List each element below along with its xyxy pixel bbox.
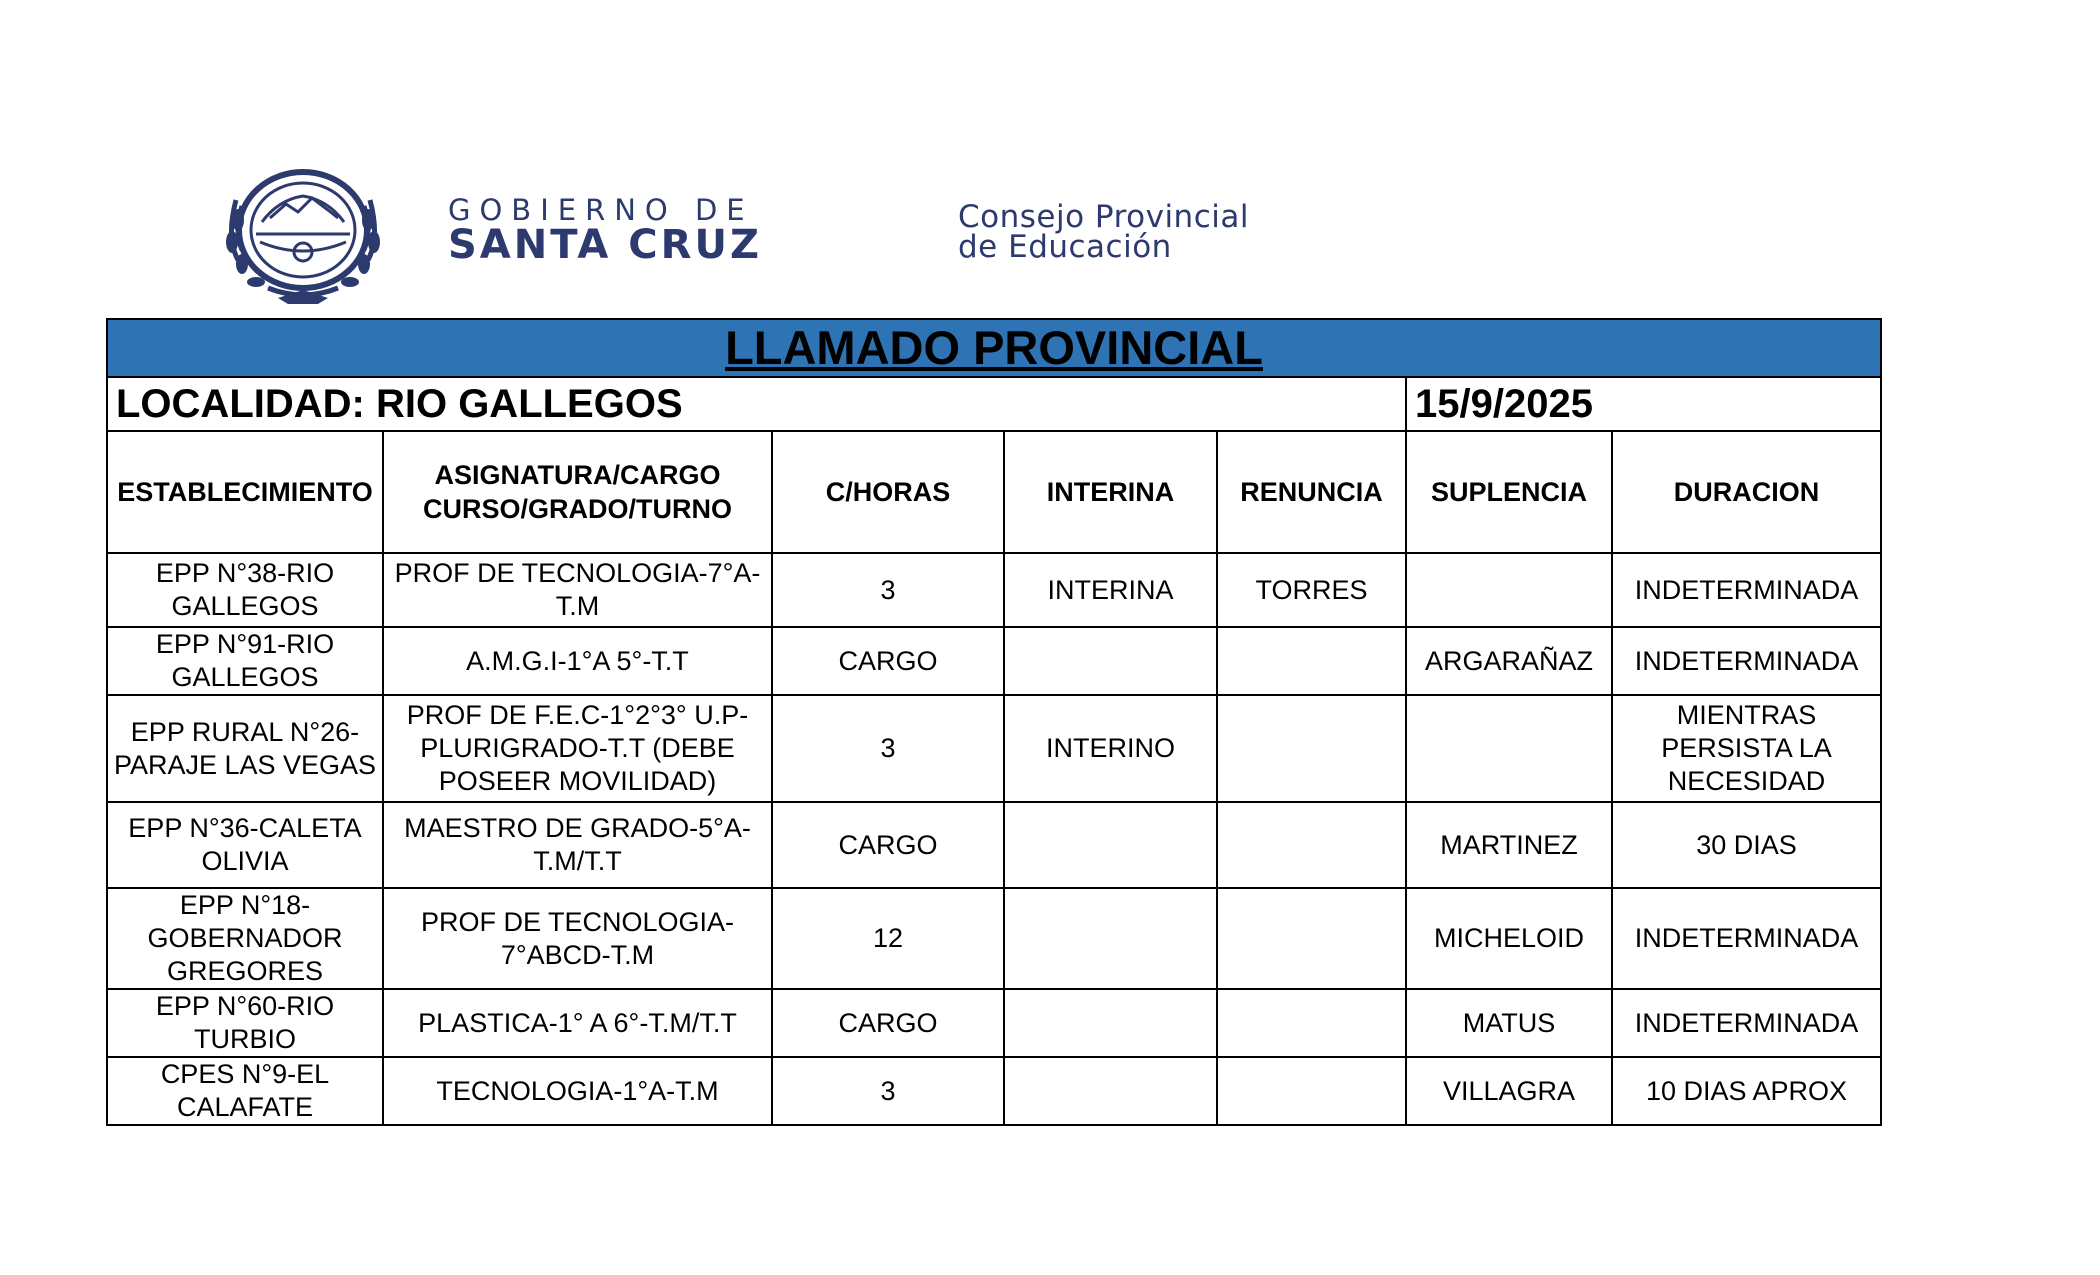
cell-establecimiento: EPP N°18-GOBERNADOR GREGORES [107,888,383,989]
cell-duracion: MIENTRAS PERSISTA LA NECESIDAD [1612,695,1881,802]
cell-suplencia [1406,695,1612,802]
table-row [107,627,1881,695]
cell-interina [1004,888,1217,989]
table-row [107,695,1881,802]
cell-duracion: INDETERMINADA [1612,989,1881,1057]
cell-duracion: 30 DIAS [1612,802,1881,888]
cell-horas: 3 [772,695,1004,802]
cell-duracion: INDETERMINADA [1612,553,1881,627]
col-header-establecimiento: ESTABLECIMIENTO [107,431,383,553]
cell-interina: INTERINO [1004,695,1217,802]
cell-renuncia [1217,627,1406,695]
cell-interina [1004,989,1217,1057]
cell-renuncia [1217,888,1406,989]
cell-renuncia: TORRES [1217,553,1406,627]
cell-horas: 12 [772,888,1004,989]
table-row [107,553,1881,627]
consejo-text-line1: Consejo Provincial [958,199,1249,235]
consejo-text-line2: de Educación [958,229,1172,265]
cell-horas: 3 [772,553,1004,627]
cell-suplencia: MARTINEZ [1406,802,1612,888]
table-row [107,802,1881,888]
cell-interina [1004,627,1217,695]
cell-asignatura: PROF DE TECNOLOGIA-7°A-T.M [383,553,772,627]
table-title-text: LLAMADO PROVINCIAL [725,321,1263,374]
cell-interina [1004,802,1217,888]
cell-establecimiento: EPP N°91-RIO GALLEGOS [107,627,383,695]
cell-asignatura: PLASTICA-1° A 6°-T.M/T.T [383,989,772,1057]
cell-interina [1004,1057,1217,1125]
consejo-provincial-logo [958,199,1249,265]
cell-establecimiento: EPP N°60-RIO TURBIO [107,989,383,1057]
cell-establecimiento: EPP N°38-RIO GALLEGOS [107,553,383,627]
cell-duracion: 10 DIAS APROX [1612,1057,1881,1125]
col-header-renuncia: RENUNCIA [1217,431,1406,553]
date-label: 15/9/2025 [1406,377,1881,431]
cell-establecimiento: CPES N°9-EL CALAFATE [107,1057,383,1125]
cell-horas: CARGO [772,989,1004,1057]
col-header-asignatura-line1: ASIGNATURA/CARGO [434,460,721,490]
cell-duracion: INDETERMINADA [1612,888,1881,989]
cell-asignatura: PROF DE TECNOLOGIA-7°ABCD-T.M [383,888,772,989]
gobierno-santa-cruz-logo [448,193,762,268]
table-title [107,319,1881,377]
cell-horas: 3 [772,1057,1004,1125]
cell-renuncia [1217,989,1406,1057]
cell-suplencia: MATUS [1406,989,1612,1057]
cell-suplencia: MICHELOID [1406,888,1612,989]
cell-renuncia [1217,802,1406,888]
localidad-label: LOCALIDAD: RIO GALLEGOS [107,377,1406,431]
cell-horas: CARGO [772,627,1004,695]
table-row [107,1057,1881,1125]
santa-cruz-seal-icon [208,160,398,305]
cell-interina: INTERINA [1004,553,1217,627]
logo-text-line1: GOBIERNO DE [448,193,754,227]
cell-suplencia [1406,553,1612,627]
table-row [107,989,1881,1057]
col-header-horas: C/HORAS [772,431,1004,553]
cell-asignatura: MAESTRO DE GRADO-5°A-T.M/T.T [383,802,772,888]
col-header-asignatura-line2: CURSO/GRADO/TURNO [423,494,732,524]
col-header-suplencia: SUPLENCIA [1406,431,1612,553]
logo-text-line2: SANTA CRUZ [448,222,762,268]
cell-establecimiento: EPP N°36-CALETA OLIVIA [107,802,383,888]
col-header-interina: INTERINA [1004,431,1217,553]
cell-duracion: INDETERMINADA [1612,627,1881,695]
cell-suplencia: ARGARAÑAZ [1406,627,1612,695]
header-logos [208,160,1408,305]
col-header-asignatura [383,431,772,553]
cell-horas: CARGO [772,802,1004,888]
cell-asignatura: A.M.G.I-1°A 5°-T.T [383,627,772,695]
col-header-duracion: DURACION [1612,431,1881,553]
llamado-table [106,318,1882,1126]
table-row [107,888,1881,989]
cell-suplencia: VILLAGRA [1406,1057,1612,1125]
cell-establecimiento: EPP RURAL N°26-PARAJE LAS VEGAS [107,695,383,802]
cell-renuncia [1217,695,1406,802]
cell-renuncia [1217,1057,1406,1125]
cell-asignatura: TECNOLOGIA-1°A-T.M [383,1057,772,1125]
cell-asignatura: PROF DE F.E.C-1°2°3° U.P-PLURIGRADO-T.T (DEBE POSEER MOVILIDAD) [383,695,772,802]
